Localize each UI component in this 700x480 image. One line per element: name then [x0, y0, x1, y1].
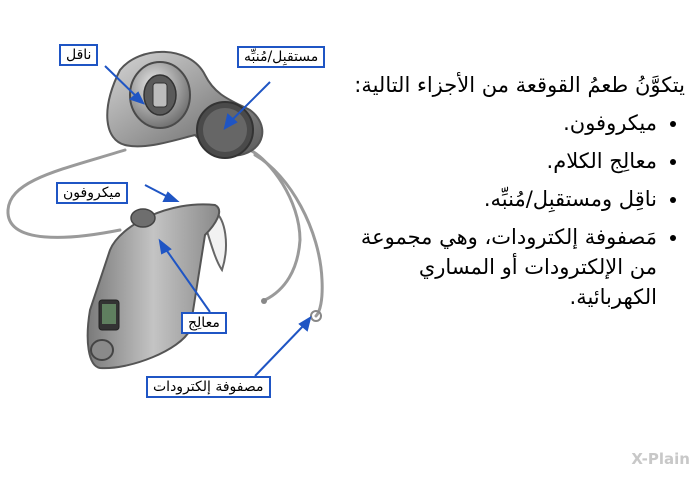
cable-end: [261, 298, 267, 304]
list-item: • ميكروفون.: [335, 108, 657, 138]
xplain-logo: X-Plain: [631, 450, 690, 468]
list-item: • مَصفوفة إلكترودات، وهي مجموعة من الإلكترودات أو المساري الكهربائية.: [335, 222, 657, 312]
list-item: • معالِج الكلام.: [335, 146, 657, 176]
speech-processor: [88, 204, 226, 368]
arrow-electrodes: [255, 324, 305, 376]
label-receiver-stimulator: مستقبِل/مُنبِّه: [237, 46, 325, 68]
description-text: [335, 70, 685, 320]
list-item: • ناقِل ومستقبِل/مُنبِّه.: [335, 184, 657, 214]
receiver-coil: [197, 102, 253, 158]
label-electrode-array: مصفوفة إلكترودات: [146, 376, 271, 398]
label-transmitter: ناقل: [59, 44, 98, 66]
intro-text: يتكوَّنُ طعمُ القوقعة من الأجزاء التالية:: [354, 73, 685, 97]
arrowhead-microphone: [164, 193, 177, 201]
label-processor: معالِج: [181, 312, 227, 334]
parts-list: [335, 108, 685, 312]
label-microphone: ميكروفون: [56, 182, 128, 204]
